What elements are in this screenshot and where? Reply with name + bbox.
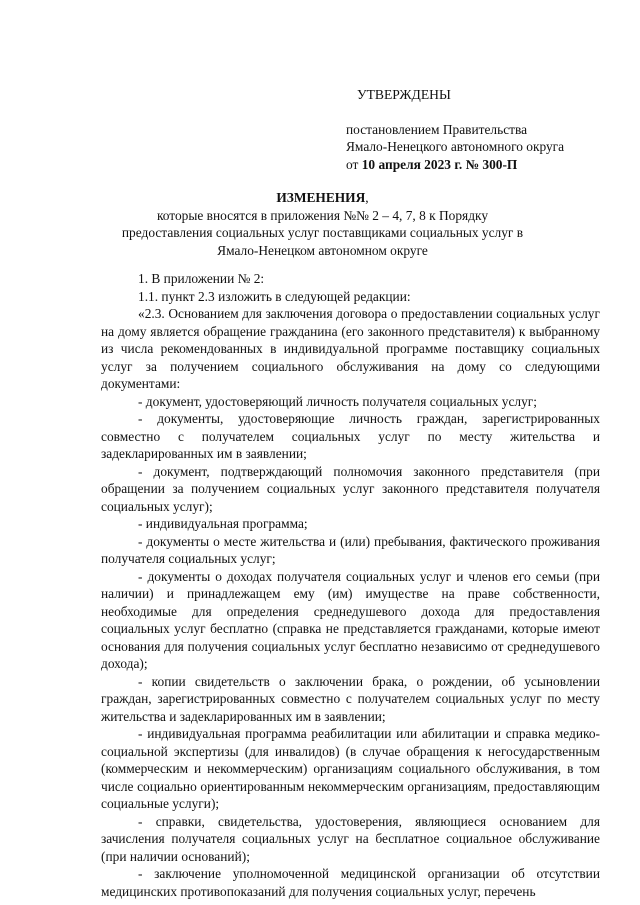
paragraph-1: 1. В приложении № 2: <box>138 271 265 286</box>
paragraph-2: 1.1. пункт 2.3 изложить в следующей редакции: <box>138 288 411 304</box>
approval-stamp-block <box>346 86 636 173</box>
paragraph-10: - копии свидетельств о заключении брака, о рождении, об усыновлении граждан, зарегистрированных совместно с получателем социальных услуг по месту жительства и задекларированных им в заявлении; <box>101 673 600 724</box>
approved-label: УТВЕРЖДЕНЫ <box>357 87 451 102</box>
paragraph-9: - документы о доходах получателя социальных услуг и членов его семьи (при наличии) и принадлежащем ему (им) имуществе на праве собственности, необходимые для определения среднедушевого дохода для предоставления социальных услуг бесплатно (справка не представляется гражданами, которые имеют основания для получения социальных услуг бесплатно независимо от среднедушевого дохода); <box>101 568 600 671</box>
approval-date-prefix: от <box>346 156 362 172</box>
title-heading-line <box>110 189 535 207</box>
document-title <box>110 189 535 259</box>
approval-date-line <box>346 156 636 174</box>
paragraph-5: - документы, удостоверяющие личность граждан, зарегистрированных совместно с получателем социальных услуг по месту жительства и задекларированных им в заявлении; <box>101 411 600 461</box>
paragraph-12: - справки, свидетельства, удостоверения, являющиеся основанием для зачисления получателя социальных услуг на бесплатное социальное обслуживание (при наличии оснований); <box>101 813 600 864</box>
title-subtitle: которые вносятся в приложения №№ 2 – 4, 7, 8 к Порядку предоставления социальных услуг поставщиками социальных услуг в Ямало-Ненецком автономном округе <box>121 207 524 258</box>
paragraph-3: «2.3. Основанием для заключения договора о предоставлении социальных услуг на дому является обращение гражданина (его законного представителя) к выбранному из числа рекомендованных в индивидуальной программе поставщику социальных услуг за получением социального обслуживания на дому со следующими документами: <box>101 306 600 391</box>
paragraph-13: - заключение уполномоченной медицинской организации об отсутствии медицинских противопоказаний для получения социальных услуг, перечень <box>101 866 600 899</box>
paragraph-4: - документ, удостоверяющий личность получателя социальных услуг; <box>138 393 537 409</box>
paragraph-7: - индивидуальная программа; <box>138 516 308 531</box>
approval-authority-line: постановлением Правительства <box>346 121 528 137</box>
title-heading-comma: , <box>365 190 369 205</box>
paragraph-8: - документы о месте жительства и (или) пребывания, фактического проживания получателя социальных услуг; <box>101 533 600 566</box>
paragraph-6: - документ, подтверждающий полномочия законного представителя (при обращении за получением социальных услуг законного представителя получателя социальных услуг); <box>101 463 600 514</box>
approval-date-value: 10 апреля 2023 г. № 300-П <box>361 156 518 172</box>
approval-region-line: Ямало-Ненецкого автономного округа <box>346 139 565 154</box>
paragraph-11: - индивидуальная программа реабилитации или абилитации и справка медико-социальной экспертизы (для инвалидов) (в случае обращения к негосударственным (коммерческим и некоммерческим) организациям социального обслуживания, в том числе социально ориентированным некоммерческим организациям, предоставляющим социальные услуги); <box>101 726 600 811</box>
document-body <box>101 270 600 900</box>
title-heading: ИЗМЕНЕНИЯ <box>276 190 366 205</box>
